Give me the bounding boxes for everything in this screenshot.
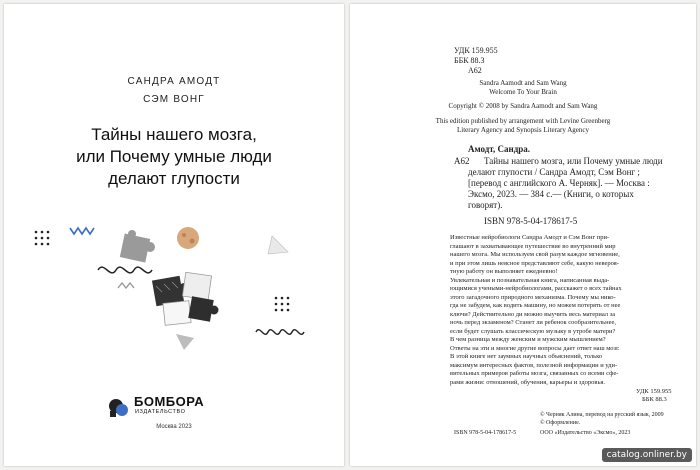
bbk-code: ББК 88.3 (454, 56, 485, 65)
book-title (4, 124, 344, 190)
udk-small: УДК 159.955 (636, 388, 672, 395)
isbn-bottom: ISBN 978-5-04-178617-5 (454, 430, 517, 436)
annotation-line: этого загадочного природного механизма. Почему мы нико- (450, 293, 616, 301)
title-line-3: делают глупости (108, 169, 240, 188)
isbn: ISBN 978-5-04-178617-5 (484, 216, 578, 226)
circle-icon (177, 227, 199, 249)
annotation-line: глашают в захватывающее путешествие во внутренний мир (450, 242, 616, 250)
left-page (4, 4, 344, 466)
city-year: Москва 2023 (156, 424, 192, 430)
catalog-line-3: [перевод с английского А. Черняк]. — Москва : (468, 178, 650, 188)
original-authors: Sandra Aamodt and Sam Wang (479, 79, 567, 87)
annotation-line: ночь перед экзаменом? Станет ли ребенок сообразительнее, (450, 319, 616, 326)
design-copyright: © Оформление. (540, 420, 581, 426)
catalog-line-2: делают глупости / Сандра Амодт, Сэм Вонг ; (468, 167, 640, 177)
annotation-line: Известные нейробиологи Сандра Амодт и Сэм Вонг при- (450, 234, 610, 241)
annotation-line: если будет слушать классическую музыку в утробе матери? (450, 327, 616, 335)
triangle-icon (176, 334, 194, 350)
publisher-name: БОМБОРА (134, 394, 205, 409)
catalog-line-1: Тайны нашего мозга, или Почему умные люди (484, 156, 663, 166)
publisher-logo-icon (108, 396, 130, 418)
annotation-line: Ответы на эти и многие другие вопросы дает ответ наш мозг. (450, 344, 620, 352)
annotation-line: В чем разница между женским и мужским мышлением? (450, 336, 606, 343)
annotation-line: Увлекательная и познавательная книга, написанная выда- (450, 276, 610, 284)
dot-grid-icon (35, 231, 50, 246)
annotation-line: вительных примеров работы мозга, связанных со всеми сфе- (450, 370, 619, 377)
annotation-line: рами жизни: отношений, обучения, карьеры и здоровья. (450, 378, 606, 386)
arrangement-line-2: Literary Agency and Synopsis Literary Agency (457, 126, 589, 134)
title-line-1: Тайны нашего мозга, (91, 125, 257, 144)
right-page (350, 4, 696, 466)
scribble-line-icon (256, 330, 304, 335)
cutter-code-repeat: А62 (454, 156, 470, 166)
annotation-line: максимум интересных фактов, полезной информации и уди- (450, 361, 618, 369)
annotation-line: ющимися учеными-нейробиологами, расскажет о всех тайнах (450, 285, 622, 292)
annotation-line: нашего мозга. Мы используем свой разум каждое мгновение, (450, 251, 620, 258)
publisher-logo (108, 394, 248, 422)
translation-copyright: © Черняк Алина, перевод на русский язык, 2009 (540, 412, 664, 418)
publisher-copyright: ООО «Издательство «Эксмо», 2023 (540, 430, 631, 436)
annotation-line: ключи? Действительно ди можно выучить весь материал за (450, 310, 616, 318)
puzzle-piece-icon (120, 230, 155, 262)
cutter-code: А62 (468, 66, 482, 75)
author-2: СЭМ ВОНГ (143, 94, 205, 105)
annotation-line: В этой книге нет заумных научных объяснений, только (450, 353, 603, 360)
annotation-line: и при этом лишь неясное представляют себе, какую невероя- (450, 259, 619, 267)
annotation-line: тную работу он выполняет ежедневно! (450, 268, 558, 275)
arrangement-line-1: This edition published by arrangement with Levine Greenberg (435, 117, 611, 125)
udk-code: УДК 159.955 (454, 46, 498, 55)
original-title: Welcome To Your Brain (489, 88, 557, 96)
publisher-subtitle: ИЗДАТЕЛЬСТВО (135, 409, 186, 415)
watermark-badge: catalog.onliner.by (602, 448, 692, 462)
scribble-line-icon (98, 267, 152, 273)
puzzle-illustration (24, 226, 324, 356)
catalog-line-5: говорят). (468, 200, 503, 210)
original-copyright: Copyright © 2008 by Sandra Aamodt and Sam Wang (448, 102, 598, 110)
author-1: САНДРА АМОДТ (127, 76, 221, 87)
triangle-icon (268, 236, 288, 254)
zigzag-line-icon (70, 228, 94, 234)
catalog-heading: Амодт, Сандра. (468, 144, 531, 154)
catalog-line-4: Эксмо, 2023. — 384 с.— (Книги, о которых (468, 189, 634, 199)
annotation-line: гда не забудем, как водить машину, но можем потерять от нее (450, 302, 621, 309)
bbk-small: ББК 88.3 (642, 396, 667, 403)
title-line-2: или Почему умные люди (76, 147, 272, 166)
puzzle-piece-icon (152, 272, 219, 325)
